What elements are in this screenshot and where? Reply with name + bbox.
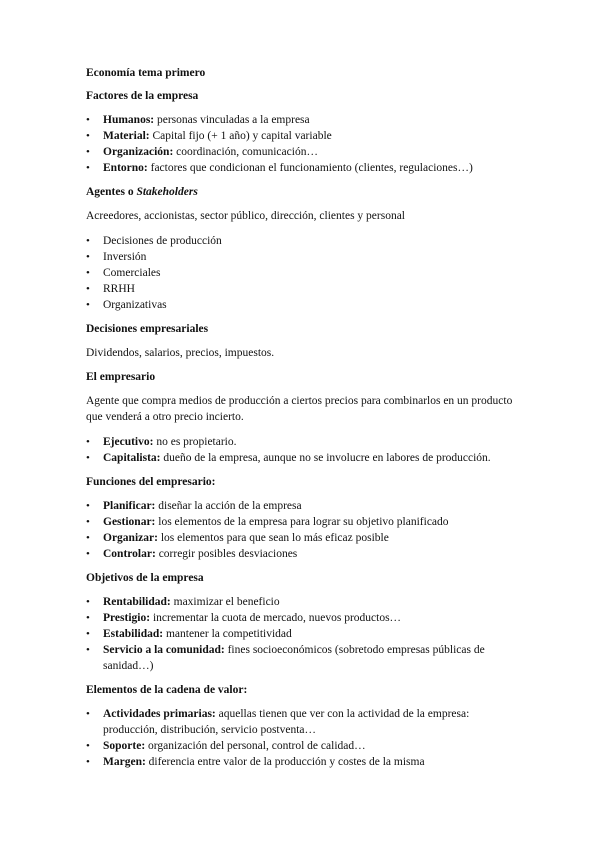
item-text: mantener la competitividad xyxy=(165,628,292,640)
item-term: Prestigio: xyxy=(103,612,151,624)
bullet-icon: • xyxy=(86,644,90,656)
bullet-icon: • xyxy=(86,532,90,544)
item-term: Organizar: xyxy=(103,532,158,544)
list-item xyxy=(86,642,516,674)
list-item xyxy=(86,144,516,160)
bullet-list xyxy=(86,434,516,466)
bullet-icon: • xyxy=(86,596,90,608)
item-text: Organizativas xyxy=(103,299,167,311)
item-term: Entorno: xyxy=(103,162,148,174)
bullet-icon: • xyxy=(86,452,90,464)
bullet-icon: • xyxy=(86,548,90,560)
bullet-icon: • xyxy=(86,756,90,768)
item-term: Soporte: xyxy=(103,740,146,752)
section-heading: El empresario xyxy=(86,371,156,383)
item-term: Margen: xyxy=(103,756,146,768)
list-item xyxy=(86,160,516,176)
bullet-list xyxy=(86,706,516,770)
bullet-icon: • xyxy=(86,267,90,279)
bullet-icon: • xyxy=(86,146,90,158)
item-text: diferencia entre valor de la producción y costes de la misma xyxy=(148,756,425,768)
item-text: Comerciales xyxy=(103,267,161,279)
list-item xyxy=(86,265,516,281)
item-text: maximizar el beneficio xyxy=(173,596,280,608)
item-text: Capital fijo (+ 1 año) y capital variable xyxy=(152,130,332,142)
item-text: Decisiones de producción xyxy=(103,235,222,247)
item-term: Planificar: xyxy=(103,500,156,512)
bullet-icon: • xyxy=(86,708,90,720)
list-item xyxy=(86,434,516,450)
item-term: Capitalista: xyxy=(103,452,161,464)
item-text: diseñar la acción de la empresa xyxy=(158,500,302,512)
bullet-icon: • xyxy=(86,628,90,640)
item-term: Humanos: xyxy=(103,114,155,126)
item-term: Rentabilidad: xyxy=(103,596,171,608)
item-text: coordinación, comunicación… xyxy=(176,146,318,158)
item-term: Actividades primarias: xyxy=(103,708,216,720)
section-heading xyxy=(86,185,516,199)
list-item xyxy=(86,706,516,738)
section-heading: Decisiones empresariales xyxy=(86,323,209,335)
item-text: los elementos de la empresa para lograr su objetivo planificado xyxy=(158,516,449,528)
item-text: fines socioeconómicos (sobretodo empresas públicas de sanidad…) xyxy=(103,644,485,672)
list-item xyxy=(86,530,516,546)
list-item xyxy=(86,626,516,642)
item-text: no es propietario. xyxy=(156,436,237,448)
list-item xyxy=(86,498,516,514)
document-page xyxy=(86,66,516,770)
section-heading: Factores de la empresa xyxy=(86,90,199,102)
list-item xyxy=(86,249,516,265)
bullet-list xyxy=(86,233,516,313)
item-text: corregir posibles desviaciones xyxy=(158,548,298,560)
bullet-icon: • xyxy=(86,299,90,311)
item-text: organización del personal, control de calidad… xyxy=(148,740,366,752)
item-text: incrementar la cuota de mercado, nuevos productos… xyxy=(152,612,402,624)
list-item xyxy=(86,450,516,466)
bullet-icon: • xyxy=(86,251,90,263)
bullet-icon: • xyxy=(86,162,90,174)
bullet-list xyxy=(86,112,516,176)
heading-prefix: Agentes o xyxy=(86,186,137,198)
bullet-icon: • xyxy=(86,130,90,142)
bullet-list xyxy=(86,498,516,562)
item-text: Inversión xyxy=(103,251,147,263)
item-term: Material: xyxy=(103,130,150,142)
document-title: Economía tema primero xyxy=(86,67,206,79)
list-item xyxy=(86,233,516,249)
section-heading: Objetivos de la empresa xyxy=(86,572,204,584)
bullet-list xyxy=(86,594,516,674)
bullet-icon: • xyxy=(86,500,90,512)
item-term: Controlar: xyxy=(103,548,156,560)
list-item xyxy=(86,297,516,313)
list-item xyxy=(86,610,516,626)
section-paragraph: Dividendos, salarios, precios, impuestos. xyxy=(86,347,275,359)
section-paragraph: Acreedores, accionistas, sector público, dirección, clientes y personal xyxy=(86,210,406,222)
item-term: Estabilidad: xyxy=(103,628,164,640)
list-item xyxy=(86,738,516,754)
section-heading: Elementos de la cadena de valor: xyxy=(86,684,248,696)
heading-italic: Stakeholders xyxy=(136,186,198,198)
item-text: aquellas tienen que ver con la actividad de la empresa: producción, distribución, servicio postventa… xyxy=(103,708,470,736)
list-item xyxy=(86,128,516,144)
list-item xyxy=(86,514,516,530)
bullet-icon: • xyxy=(86,516,90,528)
bullet-icon: • xyxy=(86,740,90,752)
list-item xyxy=(86,546,516,562)
list-item xyxy=(86,281,516,297)
item-text: factores que condicionan el funcionamiento (clientes, regulaciones…) xyxy=(150,162,473,174)
item-term: Organización: xyxy=(103,146,174,158)
item-term: Servicio a la comunidad: xyxy=(103,644,225,656)
list-item xyxy=(86,112,516,128)
bullet-icon: • xyxy=(86,235,90,247)
list-item xyxy=(86,594,516,610)
bullet-icon: • xyxy=(86,612,90,624)
section-heading: Funciones del empresario: xyxy=(86,476,216,488)
bullet-icon: • xyxy=(86,114,90,126)
item-term: Ejecutivo: xyxy=(103,436,154,448)
section-paragraph: Agente que compra medios de producción a ciertos precios para combinarlos en un producto que venderá a otro precio incierto. xyxy=(86,395,513,423)
item-term: Gestionar: xyxy=(103,516,156,528)
list-item xyxy=(86,754,516,770)
item-text: personas vinculadas a la empresa xyxy=(157,114,310,126)
bullet-icon: • xyxy=(86,283,90,295)
bullet-icon: • xyxy=(86,436,90,448)
item-text: los elementos para que sean lo más eficaz posible xyxy=(160,532,389,544)
item-text: dueño de la empresa, aunque no se involucre en labores de producción. xyxy=(163,452,491,464)
item-text: RRHH xyxy=(103,283,135,295)
